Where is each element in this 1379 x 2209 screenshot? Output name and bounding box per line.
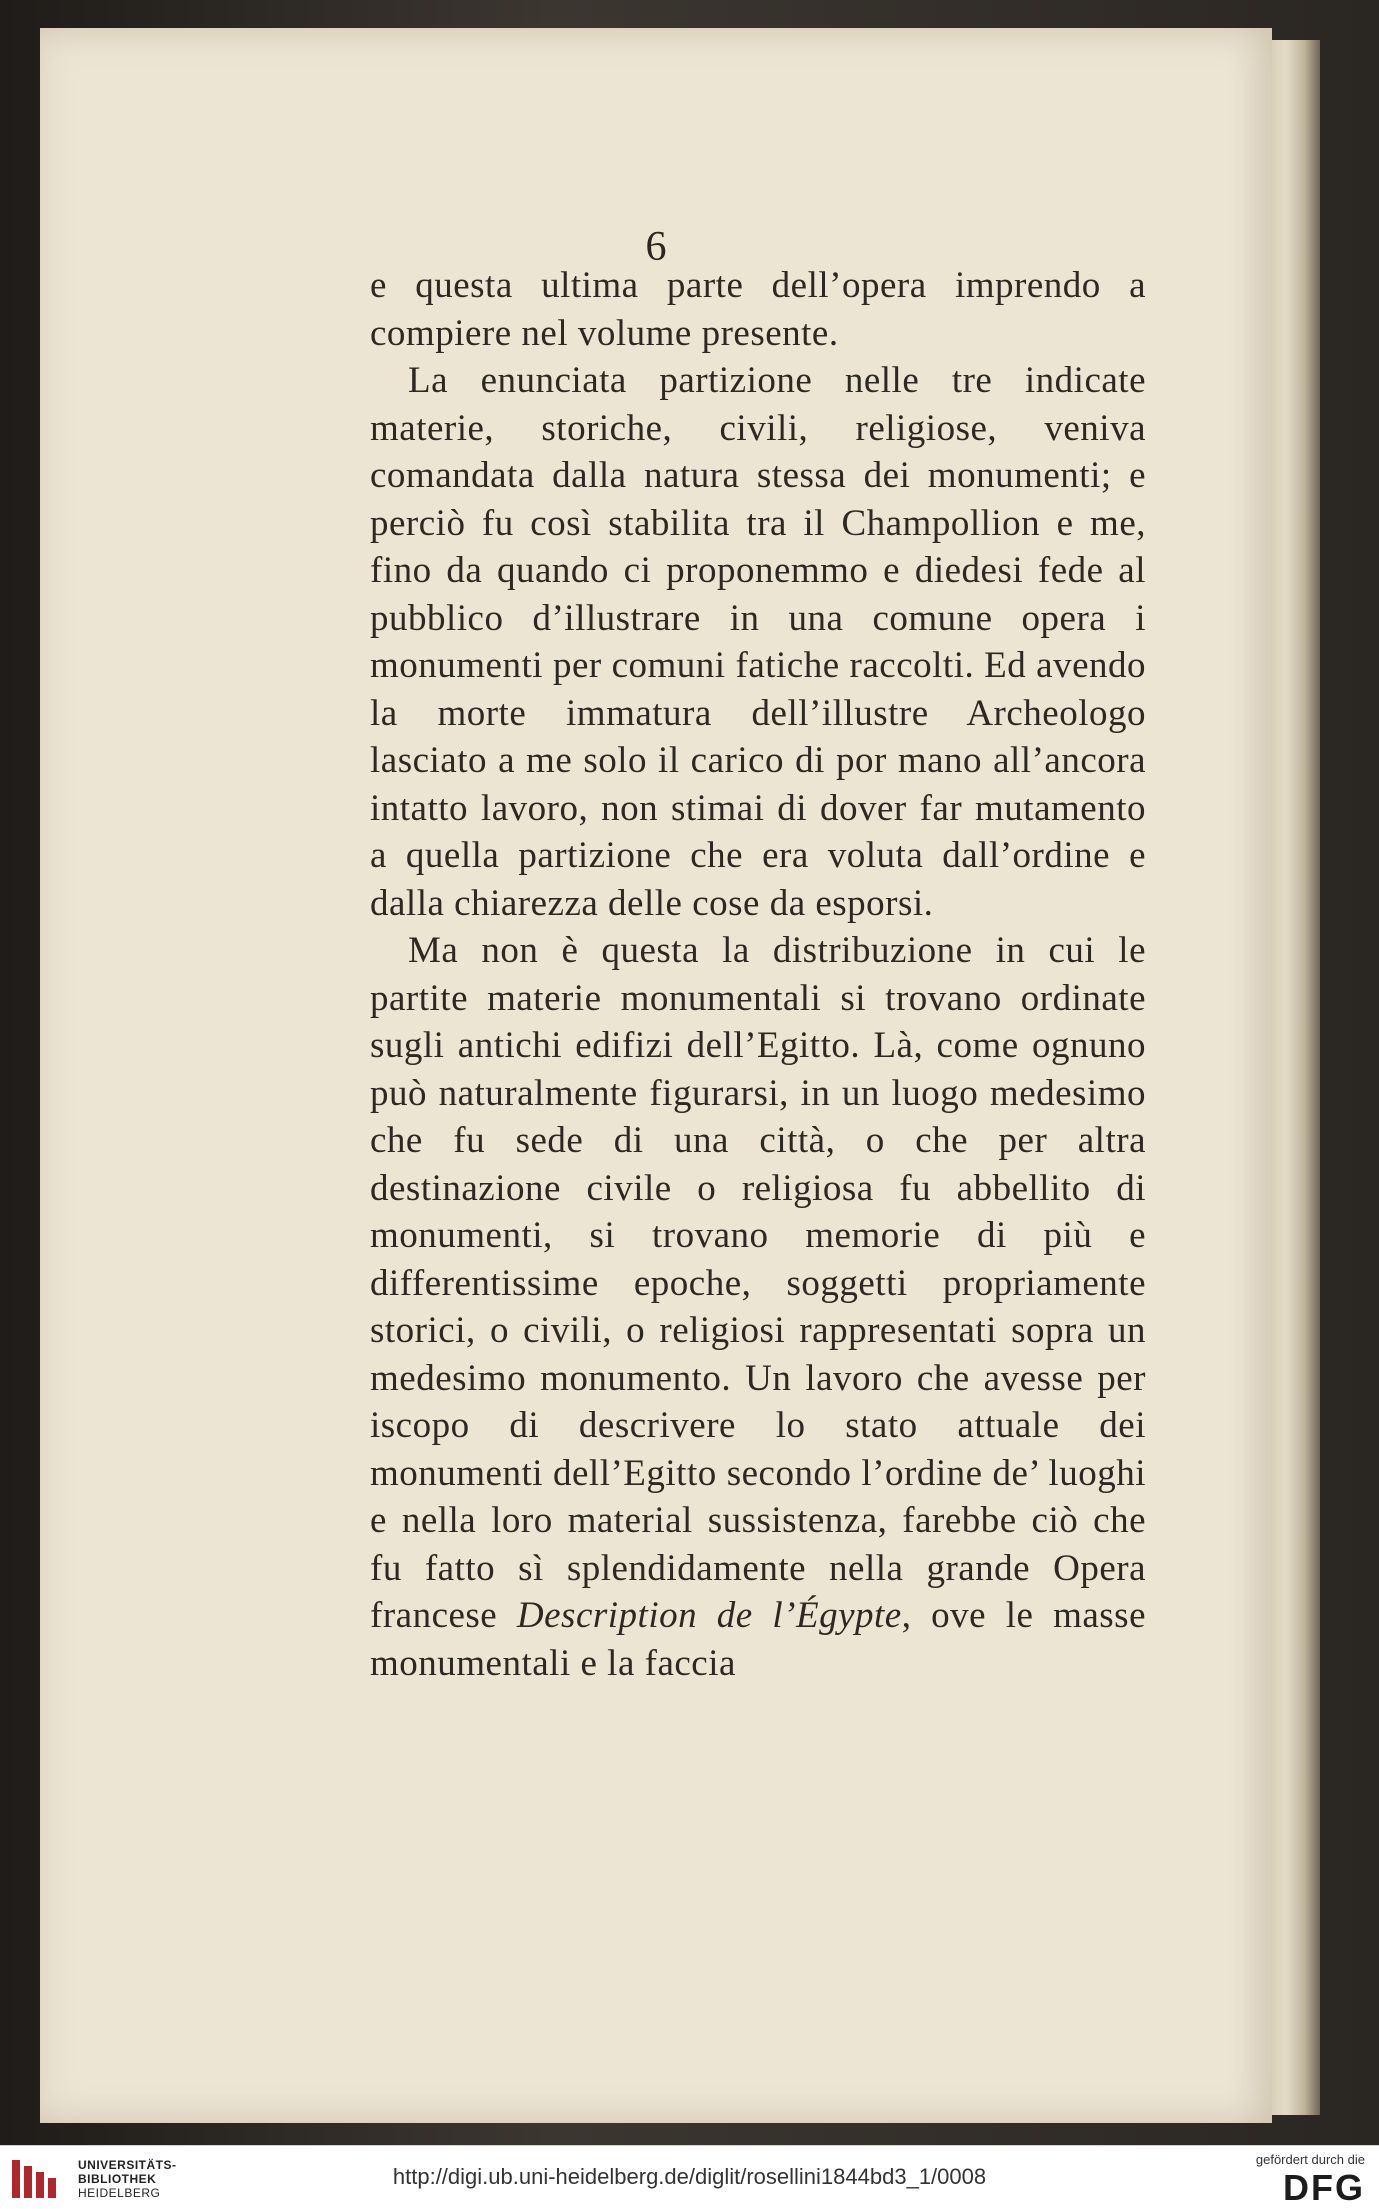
paragraph-3-text: Ma non è questa la distribuzione in cui le partite materie monumentali si trovano ordinate sugli antichi edifizi dell’Egitto. Là, come ognuno può naturalmente figurarsi, in un luogo medesimo che fu sede di una città, o che per altra destinazione civile o religiosa fu abbellito di monumenti, si trovano memorie di più e differentissime epoche, soggetti propriamente storici, o civili, o religiosi rappresentati sopra un medesimo monumento. Un lavoro che avesse per iscopo di descrivere lo stato attuale dei monumenti dell’Egitto secondo l’ordine de’ luoghi e nella loro material sussistenza, farebbe ciò che fu fatto sì splendidamente nella grande Opera francese: [370, 930, 1146, 1636]
page-edge: [1268, 40, 1320, 2115]
document-url[interactable]: http://digi.ub.uni-heidelberg.de/diglit/rosellini1844bd3_1/0008: [392, 2164, 987, 2189]
dfg-logo[interactable]: DFG: [1283, 2167, 1365, 2208]
page-text: [370, 262, 1146, 1687]
italic-title: Description de l’Égypte: [516, 1595, 902, 1636]
institution-line-3: HEIDELBERG: [78, 2186, 161, 2200]
paragraph-1: e questa ultima parte dell’opera imprendo a compiere nel volume presente.: [370, 265, 1146, 354]
footer-bar: [0, 2145, 1379, 2209]
institution-line-2: BIBLIOTHEK: [78, 2172, 157, 2186]
paragraph-3: [370, 927, 1146, 1687]
paragraph-3-tail: , ove le masse monumentali e la faccia: [370, 1595, 1147, 1684]
page-number: 6: [645, 224, 667, 270]
funded-by-label: gefördert durch die: [1255, 2152, 1365, 2167]
institution-line-1: UNIVERSITÄTS-: [78, 2158, 177, 2172]
paragraph-2: La enunciata partizione nelle tre indicate materie, storiche, civili, religiose, veniva comandata dalla natura stessa dei monumenti; e perciò fu così stabilita tra il Champollion e me, fino da quando ci proponemmo e diedesi fede al pubblico d’illustrare in una comune opera i monumenti per comuni fatiche raccolti. Ed avendo la morte immatura dell’illustre Archeologo lasciato a me solo il carico di por mano all’ancora intatto lavoro, non stimai di dover far mutamento a quella partizione che era voluta dall’ordine e dalla chiarezza delle cose da esporsi.: [370, 360, 1146, 924]
